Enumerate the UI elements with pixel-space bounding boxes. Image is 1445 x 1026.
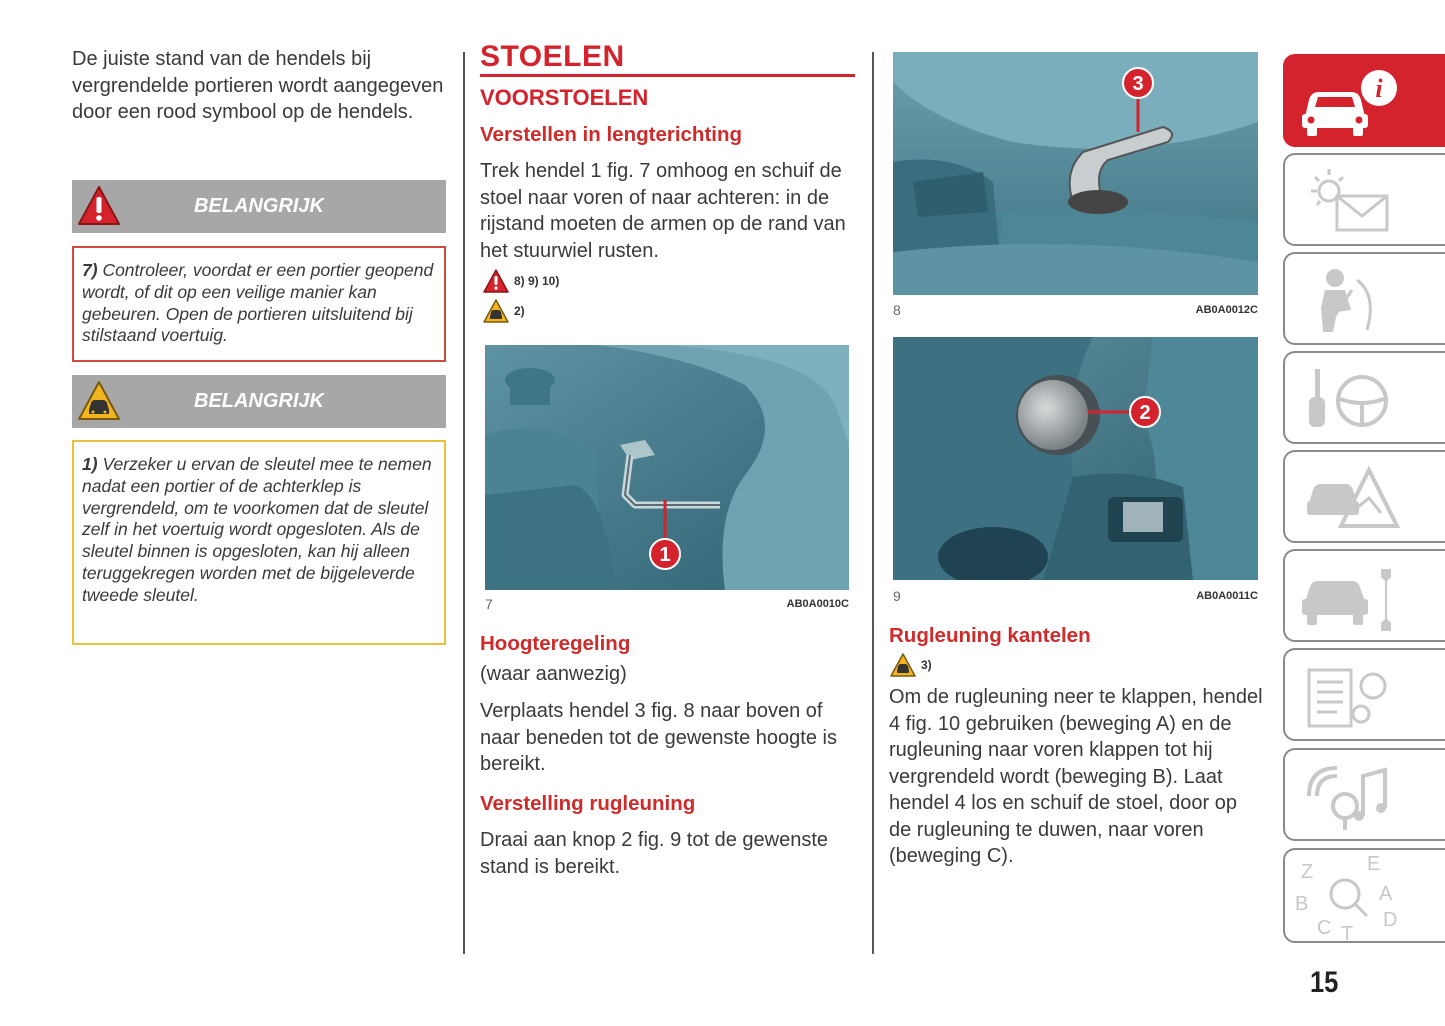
column-separator — [872, 52, 874, 954]
index-icon — [1295, 854, 1415, 940]
index-letter: A — [1379, 883, 1393, 905]
figure-9-image — [893, 337, 1258, 580]
paragraph-rugleuning-kantelen: Om de rugleuning neer te klappen, hendel 4 fig. 10 gebruiken (beweging A) en de rugleuning naar voren klappen tot hij vergrendeld wordt (beweging B). Laat hendel 4 los en schuif de stoel, door op de rugleuning te duwen, naar voren (beweging C). — [889, 686, 1263, 867]
figure-number: 9 — [893, 588, 901, 604]
page-number: 15 — [1310, 966, 1339, 999]
tab-multimedia[interactable] — [1283, 748, 1445, 841]
refs-text: 3) — [921, 658, 932, 672]
index-letter: D — [1383, 909, 1398, 931]
callout-3: 3 — [1132, 73, 1144, 95]
tab-car-info[interactable] — [1283, 54, 1445, 147]
warning-refs-red — [482, 268, 559, 294]
key-steering-icon — [1297, 359, 1407, 439]
paragraph-rugleuning: Draai aan knop 2 fig. 9 tot de gewenste stand is bereikt. — [480, 829, 829, 878]
warning-refs-yellow — [889, 652, 932, 678]
warning-header-red — [72, 180, 446, 233]
warning-title: BELANGRIJK — [193, 195, 324, 217]
heading-lengterichting: Verstellen in lengterichting — [480, 123, 743, 146]
index-letter: B — [1295, 893, 1309, 915]
safety-airbag-icon — [1297, 260, 1407, 340]
note-waar-aanwezig: (waar aanwezig) — [480, 663, 627, 685]
figure-7-image — [485, 345, 849, 590]
tab-emergency[interactable] — [1283, 450, 1445, 543]
section-subtitle: VOORSTOELEN — [480, 85, 649, 110]
figure-number: 7 — [485, 596, 493, 612]
danger-triangle-icon — [482, 268, 510, 294]
heading-rugleuning: Verstelling rugleuning — [480, 792, 696, 815]
tab-index[interactable] — [1283, 848, 1445, 943]
car-caution-icon — [482, 298, 510, 324]
warning-text: Controleer, voordat er een portier geopend wordt, of dit op een veilige manier kan gebeuren. Open de portieren uitsluitend bij stilstaand voertuig. — [82, 260, 434, 346]
warning-box-red — [72, 246, 446, 362]
callout-1: 1 — [659, 544, 671, 566]
tab-technical-data[interactable] — [1283, 648, 1445, 741]
index-letter: C — [1317, 917, 1332, 939]
intro-paragraph: De juiste stand van de hendels bij vergrendelde portieren wordt aangegeven door een rood symbool op de hendels. — [72, 48, 444, 123]
paragraph-hoogteregeling: Verplaats hendel 3 fig. 8 naar boven of naar beneden tot de gewenste hoogte is bereikt. — [480, 700, 837, 775]
index-letter: E — [1367, 854, 1381, 875]
tab-maintenance[interactable] — [1283, 549, 1445, 642]
technical-data-icon — [1297, 656, 1407, 736]
warning-title: BELANGRIJK — [193, 390, 324, 412]
car-caution-icon — [889, 652, 917, 678]
multimedia-icon — [1297, 756, 1407, 836]
index-letter: Z — [1301, 861, 1314, 883]
heading-hoogteregeling: Hoogteregeling — [480, 632, 631, 655]
dashboard-lights-icon — [1297, 161, 1407, 241]
figure-code: AB0A0012C — [1195, 304, 1258, 316]
warning-box-yellow — [72, 440, 446, 645]
car-maintenance-icon — [1297, 557, 1407, 637]
figure-number: 8 — [893, 302, 901, 318]
tab-dashboard[interactable] — [1283, 153, 1445, 246]
tab-safety[interactable] — [1283, 252, 1445, 345]
warning-number: 1) — [82, 454, 98, 474]
heading-rugleuning-kantelen: Rugleuning kantelen — [889, 624, 1091, 647]
paragraph-lengterichting: Trek hendel 1 fig. 7 omhoog en schuif de stoel naar voren of naar achteren: in de rijstand moeten de armen op de rand van het stuurwiel rusten. — [480, 160, 846, 262]
title-underline — [480, 74, 855, 77]
column-separator — [463, 52, 465, 954]
figure-code: AB0A0011C — [1196, 590, 1258, 602]
warning-text: Verzeker u ervan de sleutel mee te nemen nadat een portier of de achterklep is vergrendeld, om te voorkomen dat de sleutel zelf in het voertuig wordt opgesloten. Als de sleutel binnen is opgesloten, kan hij alleen teruggekregen worden met de bijgeleverde tweede sleutel. — [82, 454, 432, 605]
index-letter: T — [1341, 923, 1354, 940]
car-info-icon — [1297, 62, 1407, 142]
figure-8-image — [893, 52, 1258, 295]
section-title: STOELEN — [480, 40, 625, 73]
refs-text: 2) — [514, 304, 525, 318]
warning-header-yellow — [72, 375, 446, 428]
tab-start-drive[interactable] — [1283, 351, 1445, 444]
svg-text:i: i — [1375, 74, 1383, 103]
warning-refs-yellow — [482, 298, 525, 324]
figure-code: AB0A0010C — [786, 598, 849, 610]
callout-2: 2 — [1139, 402, 1151, 424]
warning-number: 7) — [82, 260, 98, 280]
emergency-icon — [1297, 458, 1407, 538]
refs-text: 8) 9) 10) — [514, 274, 560, 288]
